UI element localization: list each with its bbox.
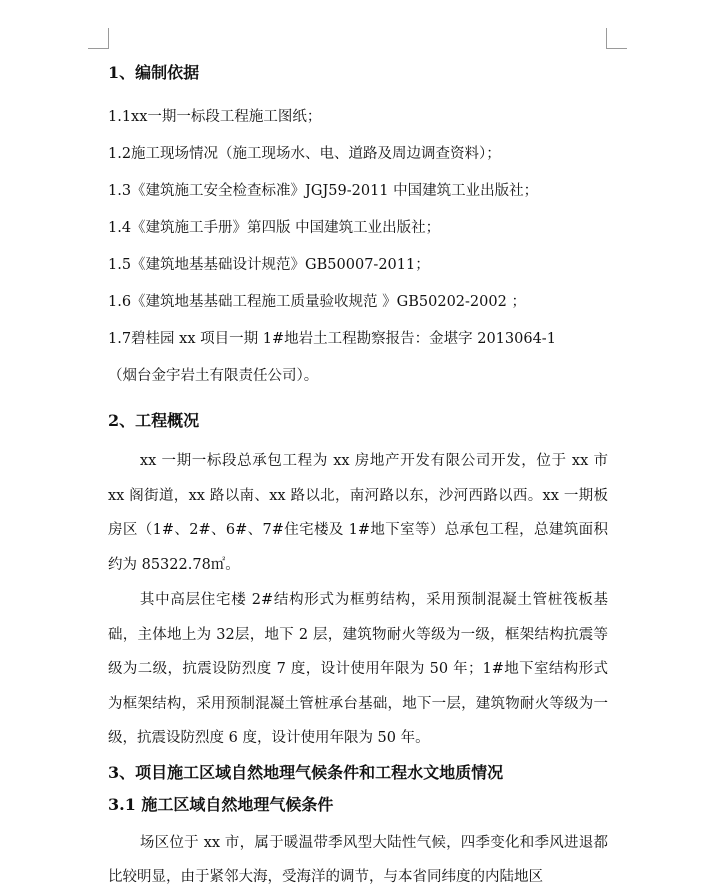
basis-item-1-1: 1.1xx一期一标段工程施工图纸； (108, 109, 322, 125)
overview-paragraph-1: xx 一期一标段总承包工程为 xx 房地产开发有限公司开发，位于 xx 市 xx 阁街道，xx 路以南、xx 路以北，南河路以东，沙河西路以西。xx 一期板房区（1#、2#、6#、7#住宅楼及 1#地下室等）总承包工程，总建筑面积约为 85322.78㎡。 (108, 453, 608, 573)
section-3-heading: 3、项目施工区域自然地理气候条件和工程水文地质情况 (108, 762, 504, 782)
margin-corner-mark-right (606, 28, 627, 49)
basis-item-1-7-continued: （烟台金宇岩土有限责任公司）。 (108, 368, 319, 384)
section-3-1-heading: 3.1 施工区域自然地理气候条件 (108, 794, 334, 814)
basis-item-1-4: 1.4《建筑施工手册》第四版 中国建筑工业出版社； (108, 220, 441, 236)
basis-item-1-6: 1.6《建筑地基基础工程施工质量验收规范 》GB50202-2002 ； (108, 294, 526, 310)
basis-item-1-7: 1.7碧桂园 xx 项目一期 1#地岩土工程勘察报告：金堪字 2013064-1 (108, 331, 556, 347)
basis-item-1-5: 1.5《建筑地基基础设计规范》GB50007-2011； (108, 257, 430, 273)
climate-paragraph: 场区位于 xx 市，属于暖温带季风型大陆性气候，四季变化和季风进退都比较明显，由于紧邻大海，受海洋的调节，与本省同纬度的内陆地区 (108, 834, 608, 885)
section-1-heading: 1、编制依据 (108, 63, 200, 82)
overview-paragraph-2: 其中高层住宅楼 2#结构形式为框剪结构，采用预制混凝土管桩筏板基础，主体地上为 32层，地下 2 层，建筑物耐火等级为一级，框架结构抗震等级为二级，抗震设防烈度 7 度，设计使用年限为 50 年；1#地下室结构形式为框架结构，采用预制混凝土管桩承台基础，地下一层，建筑物耐火等级为一级，抗震设防烈度 6 度，设计使用年限为 50 年。 (108, 592, 608, 746)
basis-item-1-3: 1.3《建筑施工安全检查标准》JGJ59-2011 中国建筑工业出版社； (108, 183, 539, 199)
document-body (108, 58, 608, 895)
section-2-heading: 2、工程概况 (108, 411, 200, 430)
margin-corner-mark-left (88, 28, 109, 49)
basis-item-1-2: 1.2施工现场情况（施工现场水、电、道路及周边调查资料）； (108, 146, 501, 162)
